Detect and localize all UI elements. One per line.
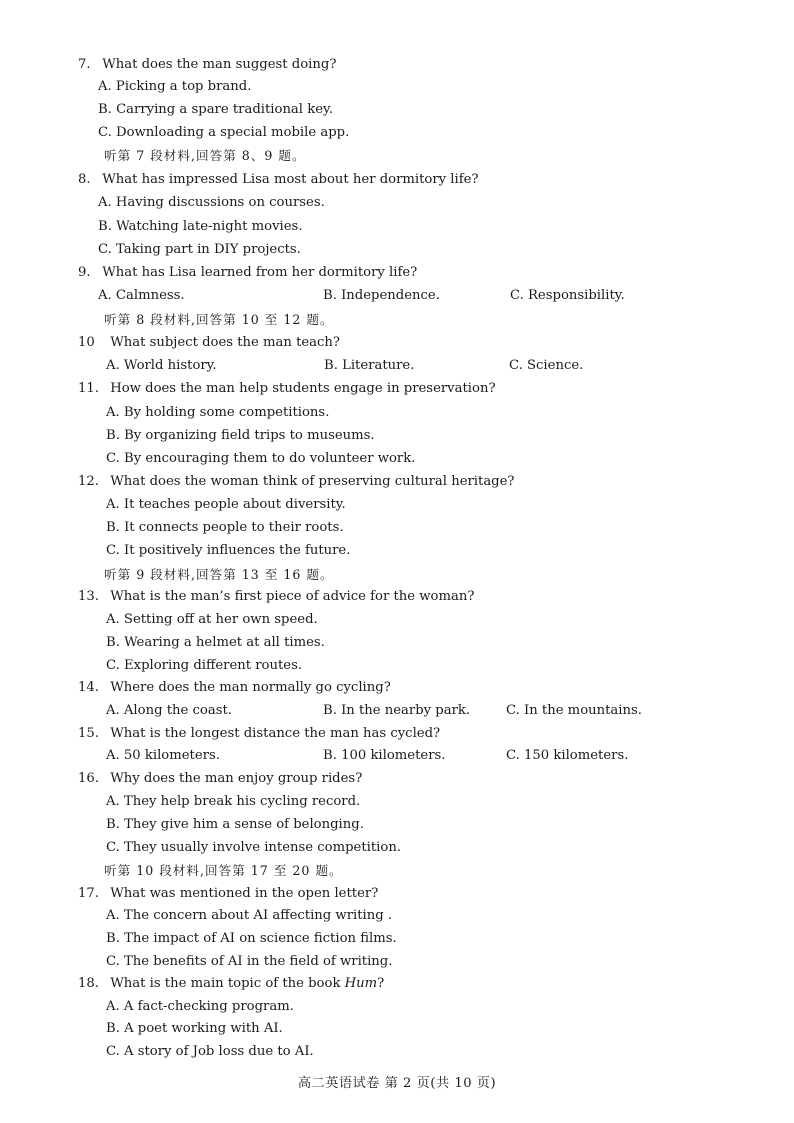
question-17: [78, 885, 378, 903]
option-c: C. By encouraging them to do volunteer work.: [106, 451, 416, 466]
option-a: A. Picking a top brand.: [98, 79, 252, 94]
option-b: B. By organizing field trips to museums.: [106, 428, 375, 443]
question-number: 17.: [78, 886, 99, 901]
question-number: 10: [78, 335, 95, 350]
question-11: [78, 380, 496, 398]
question-9: [78, 264, 417, 282]
question-16: [78, 770, 362, 788]
option-c: C. The benefits of AI in the field of writing.: [106, 954, 393, 969]
option-b: B. The impact of AI on science fiction films.: [106, 931, 397, 946]
question-text: What is the main topic of the book: [110, 976, 345, 991]
section-instruction: 听第 9 段材料,回答第 13 至 16 题。: [104, 567, 334, 582]
option-a: A. World history.: [106, 358, 217, 373]
question-number: 9.: [78, 265, 91, 280]
option-a: A. They help break his cycling record.: [106, 794, 361, 809]
option-b: B. A poet working with AI.: [106, 1021, 283, 1036]
option-b: B. They give him a sense of belonging.: [106, 817, 364, 832]
question-text: Where does the man normally go cycling?: [110, 680, 391, 695]
option-a: A. The concern about AI affecting writing .: [106, 908, 393, 923]
question-number: 13.: [78, 589, 99, 604]
option-a: A. Having discussions on courses.: [98, 195, 325, 210]
option-b: B. It connects people to their roots.: [106, 520, 344, 535]
option-c: C. They usually involve intense competition.: [106, 840, 402, 855]
option-b: B. Literature.: [324, 358, 415, 373]
book-title: Hum: [344, 976, 378, 991]
question-number: 7.: [78, 57, 91, 72]
question-8: [78, 171, 478, 189]
question-number: 16.: [78, 771, 99, 786]
option-c: C. 150 kilometers.: [506, 748, 629, 763]
section-instruction: 听第 10 段材料,回答第 17 至 20 题。: [104, 863, 343, 878]
section-instruction: 听第 8 段材料,回答第 10 至 12 题。: [104, 312, 334, 327]
option-c: C. Downloading a special mobile app.: [98, 125, 350, 140]
option-b: B. In the nearby park.: [323, 703, 471, 718]
options-row: [98, 287, 698, 305]
option-a: A. 50 kilometers.: [106, 748, 220, 763]
option-c: C. A story of Job loss due to AI.: [106, 1044, 314, 1059]
option-a: A. Setting off at her own speed.: [106, 612, 318, 627]
question-7: [78, 56, 336, 74]
option-c: C. It positively influences the future.: [106, 543, 351, 558]
question-number: 12.: [78, 474, 99, 489]
question-text: Why does the man enjoy group rides?: [110, 771, 363, 786]
options-row: [106, 747, 706, 765]
question-12: [78, 473, 515, 491]
option-a: A. It teaches people about diversity.: [106, 497, 346, 512]
option-b: B. Wearing a helmet at all times.: [106, 635, 325, 650]
option-a: A. Calmness.: [98, 288, 185, 303]
question-text: What does the woman think of preserving cultural heritage?: [110, 474, 515, 489]
option-c: C. Responsibility.: [510, 288, 625, 303]
question-text: How does the man help students engage in preservation?: [110, 381, 496, 396]
question-14: [78, 679, 391, 697]
question-18: [78, 975, 384, 993]
option-a: A. Along the coast.: [106, 703, 232, 718]
question-number: 11.: [78, 381, 99, 396]
question-text: What is the longest distance the man has cycled?: [110, 726, 441, 741]
section-instruction: 听第 7 段材料,回答第 8、9 题。: [104, 148, 306, 163]
question-number: 15.: [78, 726, 99, 741]
question-text: What subject does the man teach?: [110, 335, 340, 350]
option-c: C. Taking part in DIY projects.: [98, 242, 301, 257]
question-text: What is the man’s first piece of advice for the woman?: [110, 589, 475, 604]
option-b: B. 100 kilometers.: [323, 748, 446, 763]
question-13: [78, 588, 474, 606]
options-row: [106, 702, 706, 720]
option-b: B. Carrying a spare traditional key.: [98, 102, 333, 117]
option-c: C. Exploring different routes.: [106, 658, 303, 673]
page-footer: 高二英语试卷 第 2 页(共 10 页): [297, 1076, 497, 1091]
question-10: [78, 334, 340, 352]
option-c: C. Science.: [509, 358, 584, 373]
question-number: 18.: [78, 976, 99, 991]
question-text: What has Lisa learned from her dormitory life?: [102, 265, 418, 280]
question-text: What was mentioned in the open letter?: [110, 886, 379, 901]
question-text: What has impressed Lisa most about her dormitory life?: [102, 172, 479, 187]
question-mark: ?: [377, 976, 385, 991]
option-b: B. Independence.: [323, 288, 440, 303]
option-a: A. A fact-checking program.: [106, 999, 294, 1014]
option-a: A. By holding some competitions.: [106, 405, 330, 420]
option-b: B. Watching late-night movies.: [98, 219, 303, 234]
question-15: [78, 725, 440, 743]
options-row: [106, 357, 706, 375]
question-text: What does the man suggest doing?: [102, 57, 337, 72]
question-number: 8.: [78, 172, 91, 187]
question-number: 14.: [78, 680, 99, 695]
option-c: C. In the mountains.: [506, 703, 642, 718]
